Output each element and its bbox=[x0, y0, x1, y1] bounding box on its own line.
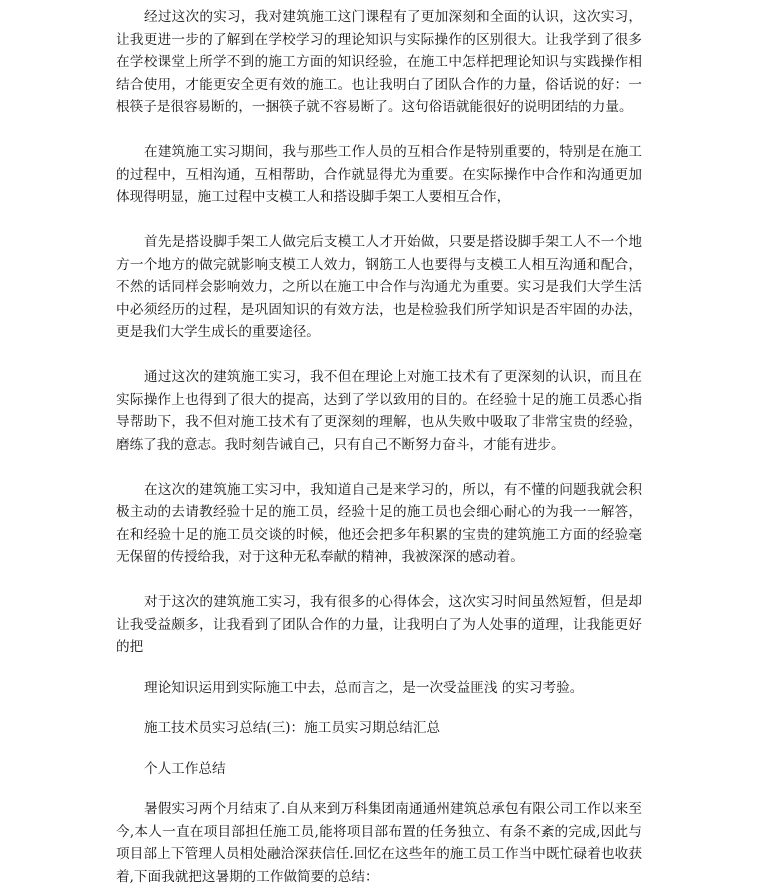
paragraph-internship-reflection: 经过这次的实习，我对建筑施工这门课程有了更加深刻和全面的认识，这次实习，让我更进一步的了解到在学校学习的理论知识与实际操作的区别很大。让我学到了很多在学校课堂上所学不到的施工方面的知识经验，在施工中怎样把理论知识与实践操作相结合使用，才能更安全更有效的施工。也让我明白了团队合作的力量，俗话说的好：一根筷子是很容易断的，一捆筷子就不容易断了。这句俗语就能很好的说明团结的力量。 bbox=[116, 9, 642, 115]
section-heading: 施工技术员实习总结(三)：施工员实习期总结汇总 bbox=[144, 720, 441, 736]
paragraph-scaffold-workers: 首先是搭设脚手架工人做完后支模工人才开始做，只要是搭设脚手架工人不一个地方一个地方的做完就影响支模工人效力，钢筋工人也要得与支模工人相互沟通和配合，不然的话同样会影响效力，之所以在施工中合作与沟通尤为重要。实习是我们大学生活中必须经历的过程，是巩固知识的有效方法，也是检验我们所学知识是否牢固的办法，更是我们大学生成长的重要途径。 bbox=[116, 234, 642, 340]
paragraph-gap bbox=[116, 699, 642, 717]
paragraph-gap bbox=[116, 780, 642, 798]
paragraph-gap bbox=[116, 119, 642, 142]
paragraph-learning-from-staff: 在这次的建筑施工实习中，我知道自己是来学习的，所以，有不懂的问题我就会积极主动的去请教经验十足的施工员，经验十足的施工员也会细心耐心的为我一一解答，在和经验十足的施工员交谈的时候，他还会把多年积累的宝贵的建筑施工方面的经验毫无保留的传授给我，对于这种无私奉献的精神，我被深深的感动着。 bbox=[116, 481, 642, 565]
paragraph-teamwork: 在建筑施工实习期间，我与那些工作人员的互相合作是特别重要的，特别是在施工的过程中，互相沟通，互相帮助，合作就显得尤为重要。在实际操作中合作和沟通更加体现得明显，施工过程中支模工人和搭设脚手架工人要相互合作， bbox=[116, 144, 642, 205]
paragraph-gap bbox=[116, 209, 642, 232]
paragraph-experience-summary: 对于这次的建筑施工实习，我有很多的心得体会，这次实习时间虽然短暂，但是却让我受益颇多，让我看到了团队合作的力量，让我明白了为人处事的道理，让我能更好的把 bbox=[116, 594, 642, 655]
paragraph-gap bbox=[116, 569, 642, 592]
paragraph-gap bbox=[116, 344, 642, 367]
paragraph-gap bbox=[116, 740, 642, 758]
paragraph-gap bbox=[116, 456, 642, 479]
paragraph-continuation: 理论知识运用到实际施工中去，总而言之，是一次受益匪浅 的实习考验。 bbox=[144, 679, 584, 696]
sub-heading: 个人工作总结 bbox=[144, 760, 226, 777]
paragraph-theory-practice: 通过这次的建筑施工实习，我不但在理论上对施工技术有了更深刻的认识，而且在实际操作上也得到了很大的提高，达到了学以致用的目的。在经验十足的施工员悉心指导帮助下，我不但对施工技术有了更深刻的理解，也从失败中吸取了非常宝贵的经验，磨练了我的意志。我时刻告诫自己，只有自己不断努力奋斗，才能有进步。 bbox=[116, 369, 642, 453]
paragraph-summer-internship: 暑假实习两个月结束了.自从来到万科集团南通通州建筑总承包有限公司工作以来至今,本人一直在项目部担任施工员,能将项目部布置的任务独立、有条不紊的完成,因此与项目部上下管理人员相处融洽深获信任.回忆在这些年的施工员工作当中既忙碌着也收获着,下面我就把这暑期的工作做简要的总结： bbox=[116, 801, 642, 885]
paragraph-gap bbox=[116, 659, 642, 677]
document-page bbox=[116, 6, 642, 888]
